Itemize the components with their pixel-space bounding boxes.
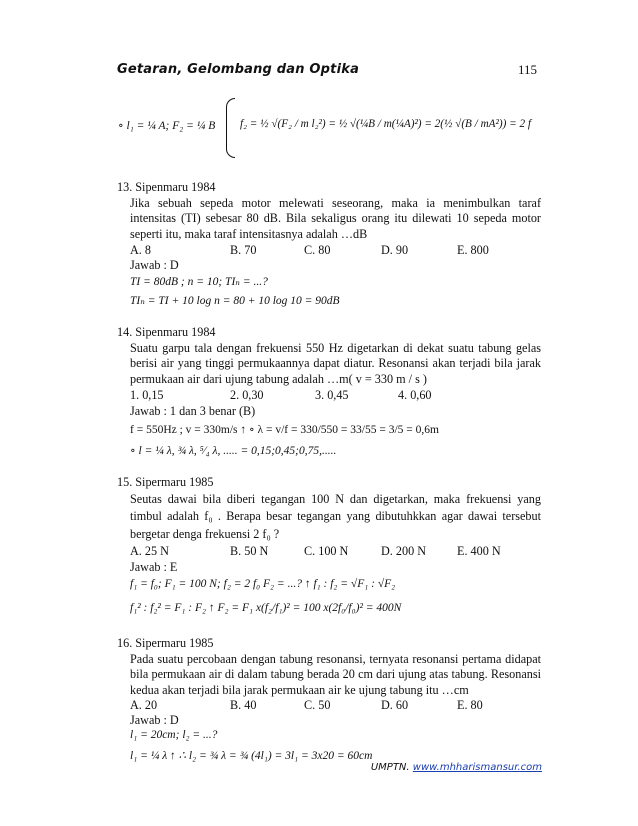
equation-left-brace — [226, 98, 235, 158]
question-15 — [117, 475, 541, 543]
footer-prefix: UMPTN. — [370, 762, 410, 773]
options-14 — [130, 388, 550, 404]
option: C. 80 — [304, 243, 331, 257]
option: 1. 0,15 — [130, 388, 164, 402]
question-14 — [117, 325, 541, 387]
option: E. 400 N — [457, 544, 501, 558]
question-number: 13. — [117, 180, 133, 194]
top-equation-right: f₂ = ½ √(F₂ / m l₂²) = ½ √(¼B / m(¼A)²) = 2(½ √(B / mA²)) = 2 f — [240, 118, 531, 130]
chapter-title: Getaran, Gelombang dan Optika — [117, 62, 360, 77]
option: A. 20 — [130, 698, 158, 712]
option: C. 100 N — [304, 544, 349, 558]
question-text: Suatu garpu tala dengan frekuensi 550 Hz digetarkan di dekat suatu tabung gelas berisi air yang tinggi permukaannya dapat diatur. Resonansi akan terjadi bila jarak permukaan air dari ujung tabung adalah …m( v = 330 m / s ) — [130, 340, 541, 386]
question-source: Sipermaru 1985 — [135, 636, 214, 650]
question-text: Jika sebuah sepeda motor melewati seseorang, maka ia menimbulkan taraf intensitas (TI) sebesar 80 dB. Bila sekaligus orang itu dilewati 10 sepeda motor seperti itu, maka taraf intensitasnya adalah …dB — [130, 195, 541, 241]
question-number: 15. — [117, 475, 133, 489]
work-line: f = 550Hz ; v = 330m/s ↑ ∘ λ = v/f = 330/550 = 33/55 = 3/5 = 0,6m — [130, 424, 439, 436]
top-equation-left: ∘ l₁ = ¼ A; F₂ = ¼ B — [118, 120, 216, 132]
page-number: 115 — [517, 62, 537, 77]
work-line: ∘ l = ¼ λ, ¾ λ, ⁵⁄₄ λ, ..... = 0,15;0,45;0,75,..... — [130, 445, 337, 457]
option: E. 80 — [457, 698, 483, 712]
option: B. 70 — [230, 243, 257, 257]
option: A. 8 — [130, 243, 151, 257]
option: A. 25 N — [130, 544, 169, 558]
answer-13: Jawab : D — [130, 258, 179, 272]
question-number: 16. — [117, 636, 133, 650]
footer-website-link[interactable]: www.mhharismansur.com — [412, 762, 542, 773]
option: 4. 0,60 — [398, 388, 432, 402]
answer-15: Jawab : E — [130, 560, 178, 574]
page-header — [117, 62, 537, 82]
option: 3. 0,45 — [315, 388, 349, 402]
question-text: Seutas dawai bila diberi tegangan 100 N dan digetarkan, maka frekuensi yang timbul adalah f₀ . Berapa besar tegangan yang dibutuhkkan agar dawai tersebut bergetar denga frekuensi 2 f₀ ? — [130, 491, 541, 541]
work-line: f₁ = f₀; F₁ = 100 N; f₂ = 2 f₀ F₂ = ...? ↑ f₁ : f₂ = √F₁ : √F₂ — [130, 578, 396, 590]
option: D. 60 — [381, 698, 409, 712]
option: B. 40 — [230, 698, 257, 712]
options-15 — [130, 544, 550, 560]
options-13 — [130, 243, 550, 259]
answer-16: Jawab : D — [130, 713, 179, 727]
work-line: TIₙ = TI + 10 log n = 80 + 10 log 10 = 90dB — [130, 295, 340, 307]
question-16 — [117, 636, 541, 698]
question-13 — [117, 180, 541, 242]
option: 2. 0,30 — [230, 388, 264, 402]
option: D. 90 — [381, 243, 409, 257]
option: C. 50 — [304, 698, 331, 712]
option: D. 200 N — [381, 544, 427, 558]
answer-14: Jawab : 1 dan 3 benar (B) — [130, 404, 256, 418]
work-line: f₁² : f₂² = F₁ : F₂ ↑ F₂ = F₁ x(f₂/f₁)² = 100 x(2f₀/f₀)² = 400N — [130, 602, 402, 614]
page-footer — [371, 762, 542, 773]
work-line: l₁ = ¼ λ ↑ ∴ l₂ = ¾ λ = ¾ (4l₁) = 3l₁ = 3x20 = 60cm — [130, 750, 373, 762]
question-text: Pada suatu percobaan dengan tabung resonansi, ternyata resonansi pertama didapat bila permukaan air di dalam tabung berada 20 cm dari ujung atas tabung. Resonansi kedua akan terjadi bila jarak permukaan air ke ujung tabung itu …cm — [130, 651, 541, 697]
work-line: TI = 80dB ; n = 10; TIₙ = ...? — [130, 276, 268, 288]
options-16 — [130, 698, 550, 714]
question-source: Sipenmaru 1984 — [135, 325, 216, 339]
work-line: l₁ = 20cm; l₂ = ...? — [130, 729, 218, 741]
option: B. 50 N — [230, 544, 269, 558]
question-source: Sipenmaru 1984 — [135, 180, 216, 194]
option: E. 800 — [457, 243, 489, 257]
question-number: 14. — [117, 325, 133, 339]
question-source: Sipermaru 1985 — [135, 475, 214, 489]
